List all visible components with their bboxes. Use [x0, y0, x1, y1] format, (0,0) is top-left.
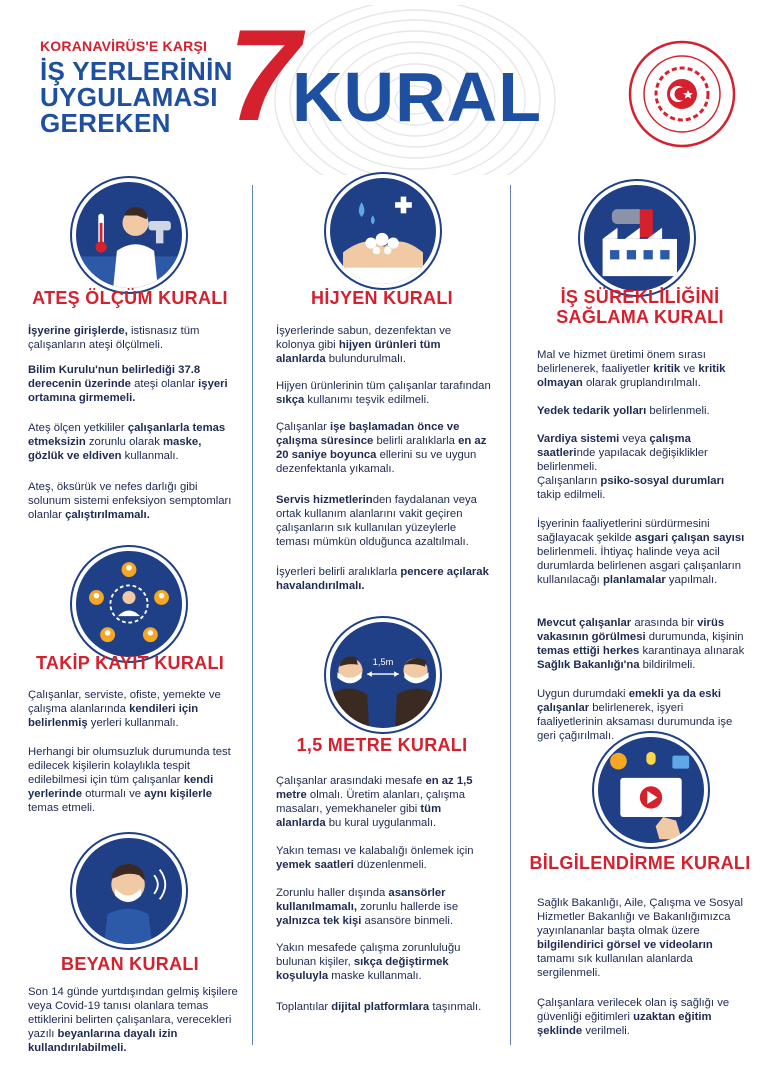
distance-1-5m-icon: [330, 622, 436, 728]
masked-person-icon: [76, 838, 182, 944]
continuity-paragraph-6: Mevcut çalışanlar arasında bir virüs vakasının görülmesi durumunda, kişinin temas ettiği herkes karantinaya alınarak Sağlık Bakanlığı'na bildirilmeli.: [537, 617, 745, 671]
emphasis-text: İşyerine girişlerde,: [28, 325, 128, 337]
header-line-3: GEREKEN: [40, 108, 171, 138]
emphasis-text: Bilim Kurulu'nun belirlediği 37.8 derecenin üzerinde: [28, 364, 201, 390]
emphasis-text: pencere açılarak havalandırılmalı.: [276, 566, 489, 592]
hygiene-title: HİJYEN KURALI: [311, 288, 453, 308]
header-word: KURAL: [292, 58, 542, 136]
thermometer-scan-icon: [76, 182, 182, 288]
emphasis-text: kendi yerlerinde: [28, 774, 214, 800]
emphasis-text: emekli ya da eski çalışanlar: [537, 688, 722, 714]
tracking-paragraph-2: Herhangi bir olumsuzluk durumunda test edilecek kişilerin kolaylıkla tespit edilebilmesi için tüm çalışanlar kendi yerlerinde oturmalı ve aynı kişilerle temas etmeli.: [28, 746, 231, 814]
distance-label: 1,5m: [372, 656, 394, 667]
tracking-paragraph-1: Çalışanlar, serviste, ofiste, yemekte ve çalışma alanlarında kendileri için belirlenmiş yerleri kullanmalı.: [28, 689, 221, 729]
emphasis-text: sıkça değiştirmek koşuluyla: [276, 956, 449, 982]
tracking-illustration: [72, 547, 186, 661]
hand-wash-icon: [330, 178, 436, 284]
continuity-paragraph-5: İşyerinin faaliyetlerini sürdürmesini sağlayacak şekilde asgari çalışan sayısı belirlenmeli. İhtiyaç halinde veya acil durumlarda belirlenen asgari çalışanların kullanılacağı planlamalar yapılmalı.: [537, 518, 745, 586]
emphasis-text: kendileri için belirlenmiş: [28, 703, 199, 729]
continuity-illustration: [580, 181, 694, 295]
hygiene-illustration: [326, 174, 440, 288]
emphasis-text: çalışma saatleri: [537, 433, 691, 459]
emphasis-text: asansörler kullanılmamalı,: [276, 887, 446, 913]
continuity-paragraph-7: Uygun durumdaki emekli ya da eski çalışanlar belirlenerek, işyeri faaliyetlerinin aksaması durumunda işe geri çağırılmalı.: [537, 688, 733, 742]
emphasis-text: Mevcut çalışanlar: [537, 617, 632, 629]
emphasis-text: çalışanlarla temas etmeksizin: [28, 422, 226, 448]
emphasis-text: Yedek tedarik yolları: [537, 405, 647, 417]
distance-paragraph-3: Zorunlu haller dışında asansörler kullanılmamalı, zorunlu hallerde ise yalnızca tek kişi asansöre binmeli.: [276, 887, 459, 927]
distance-paragraph-1: Çalışanlar arasındaki mesafe en az 1,5 metre olmalı. Üretim alanları, çalışma masaları, yemekhaneler gibi tüm alanlarda bu kural uygulanmalı.: [276, 775, 473, 829]
hygiene-paragraph-4: Servis hizmetlerinden faydalanan veya ortak kullanım alanlarını vakit geçiren çalışanların sık kullanılan yüzeylerle teması mümkün olduğunca azaltılmalı.: [276, 494, 477, 548]
emphasis-text: hijyen ürünleri tüm alanlarda: [276, 339, 441, 365]
emphasis-text: en az 1,5 metre: [276, 775, 473, 801]
fever-paragraph-3: Ateş ölçen yetkililer çalışanlarla temas etmeksizin zorunlu olarak maske, gözlük ve eldiven kullanmalı.: [28, 422, 226, 462]
hygiene-paragraph-2: Hijyen ürünlerinin tüm çalışanlar tarafından sıkça kullanımı teşvik edilmeli.: [276, 380, 491, 406]
emphasis-text: aynı kişilerle: [144, 788, 212, 800]
header-line-2: UYGULAMASI: [40, 82, 218, 112]
emphasis-text: işyeri ortamına girmemeli.: [28, 378, 228, 404]
continuity-paragraph-3: Vardiya sistemi veya çalışma saatlerinde yapılacak değişiklikler belirlenmeli.: [537, 433, 708, 473]
emphasis-text: Vardiya sistemi: [537, 433, 620, 445]
emphasis-text: çalıştırılmamalı.: [65, 509, 150, 521]
distance-paragraph-4: Yakın mesafede çalışma zorunluluğu bulunan kişiler, sıkça değiştirmek koşuluyla maske kullanmalı.: [276, 942, 461, 982]
emphasis-text: asgari çalışan sayısı: [634, 532, 745, 544]
emphasis-text: işe başlamadan önce ve çalışma süresince: [276, 421, 460, 447]
continuity-paragraph-4: Çalışanların psiko-sosyal durumları takip edilmeli.: [537, 475, 725, 501]
column-divider-left: [252, 185, 253, 1045]
header-line-1: İŞ YERLERİNİN: [40, 56, 233, 86]
ministry-seal-icon: [628, 40, 736, 148]
emphasis-text: beyanlarına dayalı izin kullandırılabilmeli.: [28, 1028, 178, 1054]
distance-illustration: [326, 618, 440, 732]
emphasis-text: dijital platformlara: [331, 1001, 430, 1013]
emphasis-text: kritik: [653, 363, 681, 375]
information-title: BİLGİLENDİRME KURALI: [529, 853, 751, 873]
emphasis-text: Servis hizmetlerin: [276, 494, 373, 506]
emphasis-text: temas ettiği herkes: [537, 645, 640, 657]
tracking-title: TAKİP KAYIT KURALI: [35, 653, 225, 673]
distance-paragraph-2: Yakın teması ve kalabalığı önlemek için yemek saatleri düzenlenmeli.: [276, 845, 474, 871]
hygiene-paragraph-1: İşyerlerinde sabun, dezenfektan ve kolonya gibi hijyen ürünleri tüm alanlarda bulundurulmalı.: [276, 325, 452, 365]
hygiene-paragraph-5: İşyerleri belirli aralıklarla pencere açılarak havalandırılmalı.: [276, 566, 489, 592]
emphasis-text: uzaktan eğitim şeklinde: [537, 1011, 712, 1037]
factory-icon: [584, 185, 690, 291]
column-divider-right: [510, 185, 511, 1045]
header-number: 7: [228, 2, 295, 148]
continuity-paragraph-2: Yedek tedarik yolları belirlenmeli.: [537, 405, 710, 417]
hygiene-paragraph-3: Çalışanlar işe başlamadan önce ve çalışma süresince belirli aralıklarla en az 20 saniye boyunca ellerini su ve uygun dezenfektanla yıkamalı.: [276, 421, 487, 475]
fever-check-illustration: [72, 178, 186, 292]
video-presentation-icon: [598, 737, 704, 843]
information-paragraph-2: Çalışanlara verilecek olan iş sağlığı ve güvenliği eğitimleri uzaktan eğitim şeklinde verilmeli.: [537, 997, 730, 1037]
continuity-paragraph-1: Mal ve hizmet üretimi önem sırası belirlenerek, faaliyetler kritik ve kritik olmayan olarak gruplandırılmalı.: [537, 349, 726, 389]
continuity-title-line-1: İŞ SÜREKLİLİĞİNİ: [560, 287, 720, 307]
declaration-title: BEYAN KURALI: [61, 954, 199, 974]
emphasis-text: bilgilendirici görsel ve videoların: [537, 939, 713, 951]
emphasis-text: Sağlık Bakanlığı'na: [537, 659, 640, 671]
emphasis-text: planlamalar: [602, 574, 666, 586]
emphasis-text: yemek saatleri: [276, 859, 354, 871]
declaration-illustration: [72, 834, 186, 948]
fever-title: ATEŞ ÖLÇÜM KURALI: [32, 288, 228, 308]
fever-paragraph-1: İşyerine girişlerde, istisnasız tüm çalışanların ateşi ölçülmeli.: [28, 325, 200, 351]
emphasis-text: en az 20 saniye boyunca: [276, 435, 487, 461]
distance-paragraph-5: Toplantılar dijital platformlara taşınmalı.: [276, 1001, 482, 1013]
emphasis-text: kritik olmayan: [537, 363, 726, 389]
people-network-icon: [76, 551, 182, 657]
emphasis-text: sıkça: [276, 394, 305, 406]
continuity-title-line-2: SAĞLAMA KURALI: [556, 307, 724, 327]
emphasis-text: yalnızca tek kişi: [276, 915, 362, 927]
declaration-paragraph-1: Son 14 günde yurtdışından gelmiş kişilere veya Covid-19 tanısı olanlara temas ettiklerini belirten çalışanlara, verecekleri yazılı beyanlarına dayalı izin kullandırılabilmeli.: [28, 986, 238, 1054]
emphasis-text: maske, gözlük ve eldiven: [28, 436, 202, 462]
emphasis-text: tüm alanlarda: [276, 803, 442, 829]
header-kicker: KORANAVİRÜS'E KARŞI: [40, 38, 208, 54]
information-paragraph-1: Sağlık Bakanlığı, Aile, Çalışma ve Sosyal Hizmetler Bakanlığı ve Bakanlığımızca yayınlananlar başta olmak üzere bilgilendirici görsel ve videoların tamamı sık kullanılan alanlarda sergilenmeli.: [537, 897, 743, 979]
emphasis-text: psiko-sosyal durumları: [600, 475, 725, 487]
header: [0, 0, 770, 170]
fever-paragraph-2: Bilim Kurulu'nun belirlediği 37.8 derecenin üzerinde ateşi olanlar işyeri ortamına girmemeli.: [28, 364, 228, 404]
fever-paragraph-4: Ateş, öksürük ve nefes darlığı gibi solunum sistemi enfeksiyon semptomları olanlar çalıştırılmamalı.: [28, 481, 232, 521]
distance-title: 1,5 METRE KURALI: [296, 735, 468, 755]
emphasis-text: virüs vakasının görülmesi: [537, 617, 725, 643]
information-illustration: [594, 733, 708, 847]
